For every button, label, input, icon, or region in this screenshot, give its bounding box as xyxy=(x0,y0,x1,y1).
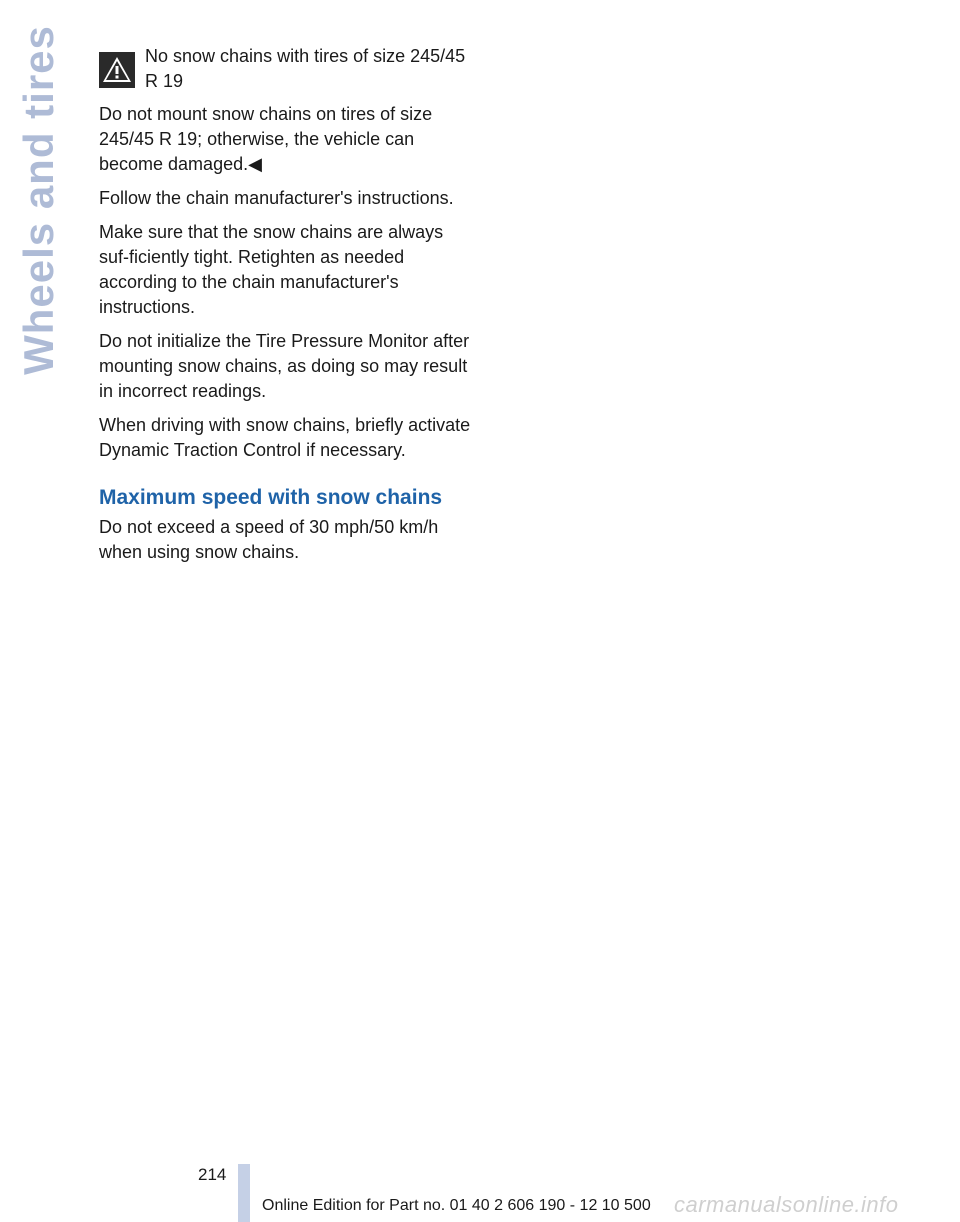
paragraph-traction-control: When driving with snow chains, briefly activate Dynamic Traction Control if necessary. xyxy=(99,415,471,460)
paragraph-tire-pressure-monitor: Do not initialize the Tire Pressure Monitor after mounting snow chains, as doing so may result in incorrect readings. xyxy=(99,331,470,401)
section-text: Do not exceed a speed of 30 mph/50 km/h when using snow chains. xyxy=(99,517,439,562)
paragraph-no-chains-warning: Do not mount snow chains on tires of size 245/45 R 19; otherwise, the vehicle can become damaged.◀ xyxy=(99,104,433,174)
paragraph-chain-tightness: Make sure that the snow chains are always suf-ficiently tight. Retighten as needed according to the chain manufacturer's instructions. xyxy=(99,222,444,317)
chapter-title: Wheels and tires xyxy=(15,25,62,375)
edition-line: Online Edition for Part no. 01 40 2 606 190 - 12 10 500 xyxy=(262,1197,651,1214)
warning-title: No snow chains with tires of size 245/45 R 19 xyxy=(145,46,466,91)
warning-triangle-icon xyxy=(99,52,135,88)
watermark: carmanualsonline.info xyxy=(674,1192,899,1217)
section-heading: Maximum speed with snow chains xyxy=(99,486,443,509)
page-content xyxy=(99,44,475,574)
chapter-side-tab xyxy=(14,25,64,375)
page-number: 214 xyxy=(198,1165,227,1184)
paragraph-manufacturer-instructions: Follow the chain manufacturer's instructions. xyxy=(99,188,454,208)
warning-block xyxy=(99,44,475,94)
footer-bar xyxy=(238,1164,250,1222)
